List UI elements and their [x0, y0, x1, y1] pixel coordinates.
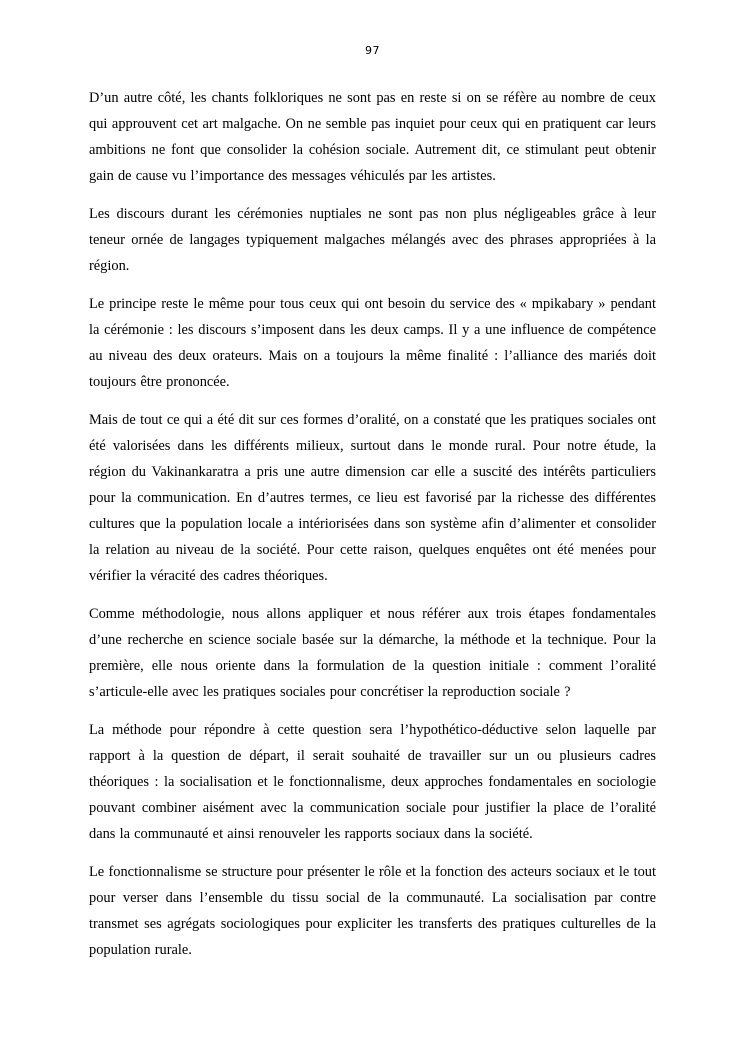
paragraph-3: Le principe reste le même pour tous ceux qui ont besoin du service des « mpikabary » pendant la cérémonie : les discours s’imposent dans les deux camps. Il y a une influence de compétence au niveau des deux orateurs. Mais on a toujours la même finalité : l’alliance des mariés doit toujours être prononcée.: [89, 296, 656, 390]
body-text: [89, 85, 656, 975]
paragraph-4: Mais de tout ce qui a été dit sur ces formes d’oralité, on a constaté que les pratiques sociales ont été valorisées dans les différents milieux, surtout dans le monde rural. Pour notre étude, la région du Vakinankaratra a pris une autre dimension car elle a suscité des intérêts particuliers pour la communication. En d’autres termes, ce lieu est favorisé par la richesse des différentes cultures que la population locale a intériorisées dans son système afin d’alimenter et consolider la relation au niveau de la société. Pour cette raison, quelques enquêtes ont été menées pour vérifier la véracité des cadres théoriques.: [89, 412, 656, 584]
paragraph-6: La méthode pour répondre à cette question sera l’hypothético-déductive selon laquelle par rapport à la question de départ, il serait souhaité de travailler sur un ou plusieurs cadres théoriques : la socialisation et le fonctionnalisme, deux approches fondamentales en sociologie pouvant combiner aisément avec la communication sociale pour justifier la place de l’oralité dans la communauté et ainsi renouveler les rapports sociaux dans la société.: [89, 722, 656, 842]
paragraph-5: Comme méthodologie, nous allons appliquer et nous référer aux trois étapes fondamentales d’une recherche en science sociale basée sur la démarche, la méthode et la technique. Pour la première, elle nous oriente dans la formulation de la question initiale : comment l’oralité s’articule-elle avec les pratiques sociales pour concrétiser la reproduction sociale ?: [89, 606, 656, 700]
paragraph-1: D’un autre côté, les chants folkloriques ne sont pas en reste si on se réfère au nombre de ceux qui approuvent cet art malgache. On ne semble pas inquiet pour ceux qui en pratiquent car leurs ambitions ne font que consolider la cohésion sociale. Autrement dit, ce stimulant peut obtenir gain de cause vu l’importance des messages véhiculés par les artistes.: [89, 90, 656, 184]
page-number: 97: [365, 44, 380, 57]
paragraph-2: Les discours durant les cérémonies nuptiales ne sont pas non plus négligeables grâce à leur teneur ornée de langages typiquement malgaches mélangés avec des phrases appropriées à la région.: [89, 206, 656, 274]
paragraph-7: Le fonctionnalisme se structure pour présenter le rôle et la fonction des acteurs sociaux et le tout pour verser dans l’ensemble du tissu social de la communauté. La socialisation par contre transmet ses agrégats sociologiques pour expliciter les transferts des pratiques culturelles de la population rurale.: [89, 864, 656, 958]
